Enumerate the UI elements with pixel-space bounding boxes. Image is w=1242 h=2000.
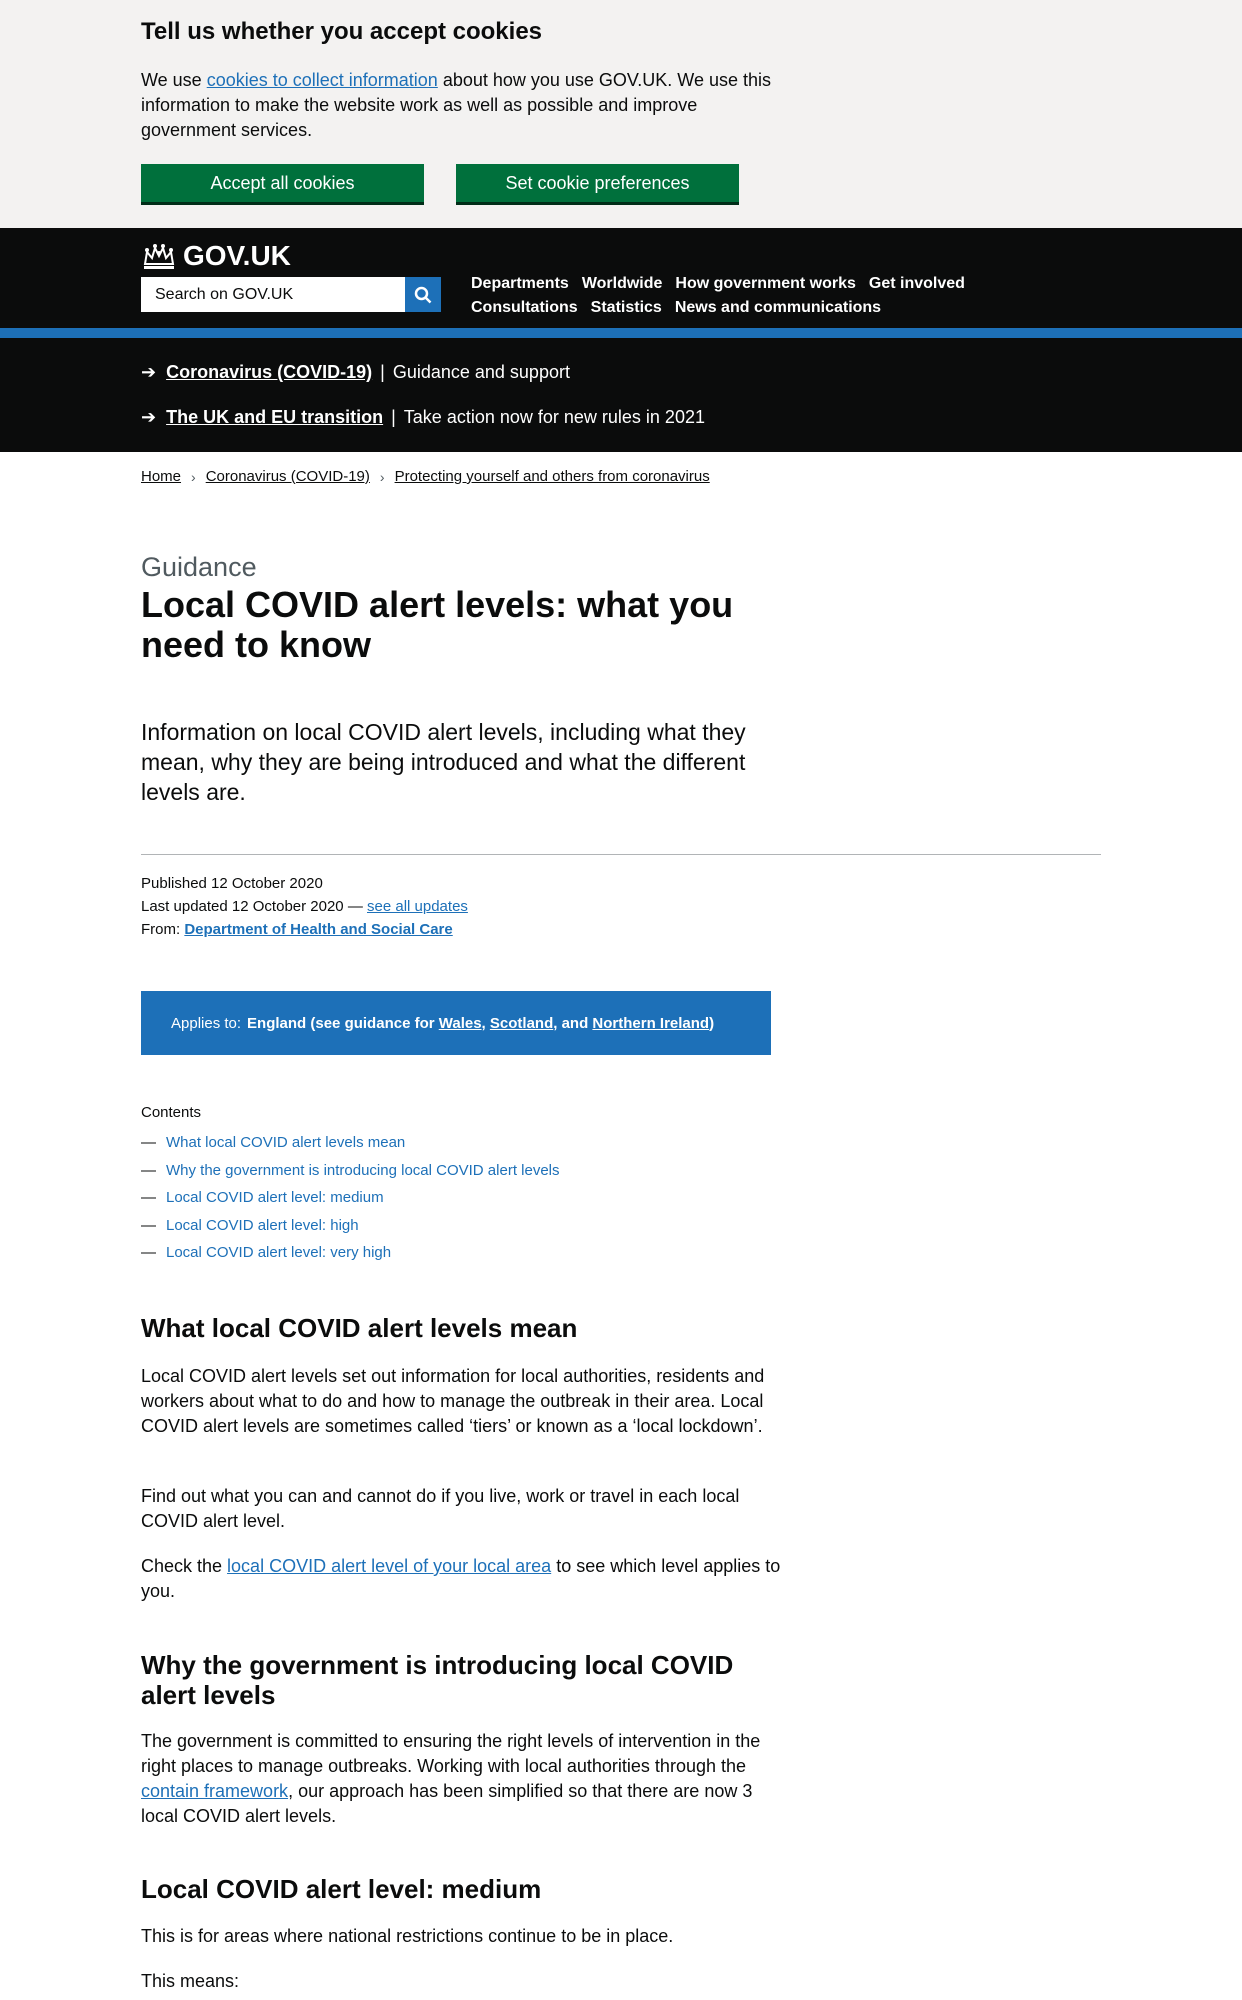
local-alert-level-link[interactable]: local COVID alert level of your local area xyxy=(227,1556,552,1576)
arrow-right-icon: ➔ xyxy=(141,407,157,427)
section-heading: Why the government is introducing local COVID alert levels xyxy=(141,1650,734,1710)
contents-link[interactable]: Local COVID alert level: medium xyxy=(166,1189,384,1206)
covid-link[interactable]: Coronavirus (COVID-19) xyxy=(166,362,373,382)
page-caption: Guidance xyxy=(141,552,257,582)
section-paragraph: The government is committed to ensuring the right levels of intervention in the right places to manage outbreaks. Working with local authorities through the contain framework, our approach has been simplified so that there are now 3 local COVID alert levels. xyxy=(141,1731,761,1826)
page-lede: Information on local COVID alert levels, including what they mean, why they are being introduced and what the different levels are. xyxy=(141,719,746,805)
applies-label: Applies to: xyxy=(171,1014,242,1032)
contents-list xyxy=(141,1104,560,1267)
cookie-banner xyxy=(0,0,1242,228)
nav-departments[interactable]: Departments xyxy=(471,275,569,292)
list-item: — What local COVID alert levels mean xyxy=(141,1129,560,1157)
transition-description: Take action now for new rules in 2021 xyxy=(403,407,705,427)
list-item: — Why the government is introducing local COVID alert levels xyxy=(141,1157,560,1185)
govuk-logo[interactable] xyxy=(141,240,291,272)
contents-link[interactable]: What local COVID alert levels mean xyxy=(166,1134,406,1151)
updated-line: Last updated 12 October 2020 — see all updates xyxy=(141,898,468,915)
page-title: Local COVID alert levels: what you need to know xyxy=(141,584,734,665)
accept-cookies-button[interactable]: Accept all cookies xyxy=(141,164,424,202)
nav-how-government-works[interactable]: How government works xyxy=(675,275,856,292)
see-all-updates-link[interactable]: see all updates xyxy=(367,898,468,915)
transition-link[interactable]: The UK and EU transition xyxy=(166,407,384,427)
announcement-transition xyxy=(141,407,705,428)
dhsc-link[interactable]: Department of Health and Social Care xyxy=(184,921,453,938)
divider xyxy=(141,854,1101,855)
contents-link[interactable]: Why the government is introducing local COVID alert levels xyxy=(166,1161,560,1179)
applies-text: England (see guidance for Wales, Scotland, and Northern Ireland) xyxy=(247,1014,715,1032)
northern-ireland-link[interactable]: Northern Ireland xyxy=(592,1014,710,1032)
contents-link[interactable]: Local COVID alert level: very high xyxy=(166,1244,392,1261)
chevron-right-icon: › xyxy=(379,468,385,485)
site-header xyxy=(0,228,1242,328)
cookie-preferences-button[interactable]: Set cookie preferences xyxy=(456,164,739,202)
section-heading: Local COVID alert level: medium xyxy=(141,1874,542,1904)
cookie-info-link[interactable]: cookies to collect information xyxy=(206,70,438,90)
list-item: — Local COVID alert level: very high xyxy=(141,1239,560,1267)
logo-text: GOV.UK xyxy=(183,240,291,271)
contents-label: Contents xyxy=(141,1104,202,1121)
nav-get-involved[interactable]: Get involved xyxy=(868,275,965,292)
applies-to-banner xyxy=(141,991,771,1055)
page-metadata xyxy=(141,872,468,941)
header-blue-bar xyxy=(0,328,1242,338)
search-icon xyxy=(414,286,432,304)
contents-link[interactable]: Local COVID alert level: high xyxy=(166,1216,359,1234)
cookie-heading: Tell us whether you accept cookies xyxy=(141,18,543,45)
nav-worldwide[interactable]: Worldwide xyxy=(581,275,663,292)
breadcrumb-coronavirus[interactable]: Coronavirus (COVID-19) xyxy=(205,468,370,485)
divider: | xyxy=(391,407,396,427)
chevron-right-icon: › xyxy=(191,468,196,485)
breadcrumb xyxy=(141,468,710,485)
list-item: — Local COVID alert level: high xyxy=(141,1212,560,1240)
cookie-text: We use cookies to collect information about how you use GOV.UK. We use this information to make the website work as well as possible and improve government services. xyxy=(141,70,771,140)
wales-link[interactable]: Wales xyxy=(438,1014,482,1032)
nav-news[interactable]: News and communications xyxy=(674,299,882,316)
announcement-banner xyxy=(0,338,1242,452)
breadcrumb-protecting[interactable]: Protecting yourself and others from coronavirus xyxy=(394,468,710,485)
nav-consultations[interactable]: Consultations xyxy=(471,299,578,316)
announcement-covid xyxy=(141,362,570,383)
section-paragraph: Local COVID alert levels set out information for local authorities, residents and workers about what to do and how to manage the outbreak in their area. Local COVID alert levels are sometimes called ‘tiers’ or known as a ‘local lockdown’. xyxy=(141,1366,765,1436)
covid-description: Guidance and support xyxy=(392,362,570,382)
section-paragraph: This means: xyxy=(141,1971,240,1991)
arrow-right-icon: ➔ xyxy=(141,362,157,382)
scotland-link[interactable]: Scotland xyxy=(489,1014,554,1032)
divider: | xyxy=(380,362,385,382)
main-nav xyxy=(471,272,991,320)
section-paragraph: Check the local COVID alert level of your local area to see which level applies to you. xyxy=(141,1556,781,1601)
list-item: — Local COVID alert level: medium xyxy=(141,1184,560,1212)
search-input[interactable]: Search on GOV.UK xyxy=(141,277,405,312)
nav-statistics[interactable]: Statistics xyxy=(590,299,662,316)
section-heading: What local COVID alert levels mean xyxy=(141,1313,578,1343)
breadcrumb-home[interactable]: Home xyxy=(141,468,182,485)
contain-framework-link[interactable]: contain framework xyxy=(141,1781,289,1801)
published-date: Published 12 October 2020 xyxy=(141,875,323,892)
section-paragraph: This is for areas where national restrictions continue to be in place. xyxy=(141,1926,674,1946)
crown-icon xyxy=(141,242,177,270)
from-line: From: Department of Health and Social Care xyxy=(141,921,453,938)
search-button[interactable] xyxy=(405,277,441,312)
section-paragraph: Find out what you can and cannot do if you live, work or travel in each local COVID alert level. xyxy=(141,1486,740,1531)
